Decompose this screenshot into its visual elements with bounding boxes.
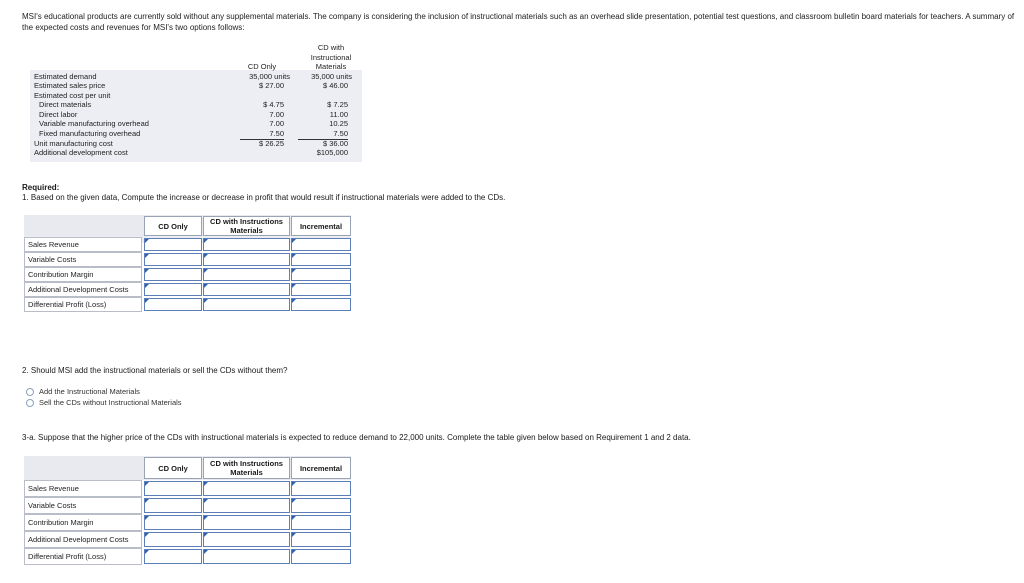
row-label: Contribution Margin [24, 514, 142, 531]
cd-with-differential-profit-input[interactable] [203, 549, 290, 564]
cd-with-contribution-margin-input[interactable] [203, 515, 290, 530]
row-label: Additional Development Costs [24, 282, 142, 297]
cd-with-contribution-margin-input[interactable] [203, 268, 290, 281]
cd-only-contribution-margin-input[interactable] [144, 268, 202, 281]
row-label: Sales Revenue [24, 237, 142, 252]
row-label-cost-per-unit: Estimated cost per unit [34, 91, 111, 100]
cd-only-differential-profit-input[interactable] [144, 298, 202, 311]
cd-only-fixed-overhead: 7.50 [240, 129, 284, 140]
option-sell-without-materials[interactable] [26, 398, 182, 407]
table-row [24, 297, 351, 312]
cd-only-contribution-margin-input[interactable] [144, 515, 202, 530]
cd-with-variable-costs-input[interactable] [203, 498, 290, 513]
row-label-direct-materials: Direct materials [39, 100, 92, 109]
cd-with-demand: 35,000 units [311, 72, 352, 81]
table-row [24, 531, 351, 548]
requirement-1-text: 1. Based on the given data, Compute the increase or decrease in profit that would result if instructional materials were added to the CDs. [22, 193, 506, 202]
header-incremental: Incremental [291, 457, 351, 479]
radio-button[interactable] [26, 399, 34, 407]
incremental-development-costs-input[interactable] [291, 532, 351, 547]
incremental-variable-costs-input[interactable] [291, 498, 351, 513]
table-row [24, 282, 351, 297]
row-label-estimated-demand: Estimated demand [34, 72, 97, 81]
cd-with-sales-revenue-input[interactable] [203, 238, 290, 251]
incremental-development-costs-input[interactable] [291, 283, 351, 296]
cd-only-demand: 35,000 units [249, 72, 290, 81]
cd-with-variable-costs-input[interactable] [203, 253, 290, 266]
cd-only-variable-overhead: 7.00 [269, 119, 284, 128]
cd-only-sales-revenue-input[interactable] [144, 481, 202, 496]
required-heading: Required: [22, 183, 60, 192]
cd-with-development-costs-input[interactable] [203, 532, 290, 547]
header-cd-only: CD Only [144, 457, 202, 479]
cd-with-direct-labor: 11.00 [329, 110, 348, 119]
row-label-direct-labor: Direct labor [39, 110, 78, 119]
table-row [24, 497, 351, 514]
table-row [24, 514, 351, 531]
row-label: Variable Costs [24, 252, 142, 267]
row-label: Sales Revenue [24, 480, 142, 497]
cd-only-development-costs-input[interactable] [144, 532, 202, 547]
cd-only-direct-materials: $ 4.75 [263, 100, 284, 109]
incremental-variable-costs-input[interactable] [291, 253, 351, 266]
cd-with-differential-profit-input[interactable] [203, 298, 290, 311]
cd-only-development-costs-input[interactable] [144, 283, 202, 296]
row-label-development-cost: Additional development cost [34, 148, 128, 157]
incremental-sales-revenue-input[interactable] [291, 238, 351, 251]
header-cd-with-instructions: CD with Instructions Materials [203, 216, 290, 236]
row-label: Differential Profit (Loss) [24, 548, 142, 565]
radio-button[interactable] [26, 388, 34, 396]
table-row [24, 237, 351, 252]
problem-intro: MSI's educational products are currently sold without any supplemental materials. The company is considering the inclusion of instructional materials such as an overhead slide presentation, potential test questions, and classroom bulletin board materials for teachers. A summary of the expected costs and revenues for MSI's two options follows: [22, 12, 1015, 32]
col-header-cd-only: CD Only [247, 62, 277, 71]
incremental-sales-revenue-input[interactable] [291, 481, 351, 496]
cd-with-development-cost: $105,000 [316, 148, 348, 157]
cost-summary-table [22, 42, 362, 160]
cd-with-fixed-overhead: 7.50 [298, 129, 348, 140]
option-add-materials[interactable] [26, 387, 140, 396]
row-label: Variable Costs [24, 497, 142, 514]
row-label-unit-cost: Unit manufacturing cost [34, 139, 113, 148]
col-header-cd-with-l2: Instructional [310, 53, 352, 62]
table-row [24, 480, 351, 497]
cd-only-differential-profit-input[interactable] [144, 549, 202, 564]
header-incremental: Incremental [291, 216, 351, 236]
requirement-3a-text: 3-a. Suppose that the higher price of the CDs with instructional materials is expected to reduce demand to 22,000 units. Complete the table given below based on Requirement 1 and 2 data. [22, 433, 691, 442]
table-row [24, 548, 351, 565]
cd-with-variable-overhead: 10.25 [329, 119, 348, 128]
row-label: Additional Development Costs [24, 531, 142, 548]
col-header-cd-with-l3: Materials [315, 62, 347, 71]
incremental-contribution-margin-input[interactable] [291, 515, 351, 530]
cd-with-direct-materials: $ 7.25 [327, 100, 348, 109]
option-label: Add the Instructional Materials [39, 387, 140, 396]
incremental-contribution-margin-input[interactable] [291, 268, 351, 281]
cd-with-sales-revenue-input[interactable] [203, 481, 290, 496]
cd-only-unit-cost: $ 26.25 [258, 139, 284, 148]
row-label-fixed-overhead: Fixed manufacturing overhead [39, 129, 141, 138]
option-label: Sell the CDs without Instructional Materials [39, 398, 182, 407]
header-cd-with-instructions: CD with Instructions Materials [203, 457, 290, 479]
cd-with-unit-cost: $ 36.00 [322, 139, 348, 148]
header-cd-only: CD Only [144, 216, 202, 236]
table-row [24, 267, 351, 282]
requirement-2-text: 2. Should MSI add the instructional materials or sell the CDs without them? [22, 366, 288, 375]
cd-with-price: $ 46.00 [322, 81, 348, 90]
cd-with-development-costs-input[interactable] [203, 283, 290, 296]
row-label-variable-overhead: Variable manufacturing overhead [39, 119, 149, 128]
incremental-differential-profit-input[interactable] [291, 298, 351, 311]
row-label: Contribution Margin [24, 267, 142, 282]
cd-only-variable-costs-input[interactable] [144, 253, 202, 266]
cd-only-variable-costs-input[interactable] [144, 498, 202, 513]
cd-only-price: $ 27.00 [258, 81, 284, 90]
cd-only-sales-revenue-input[interactable] [144, 238, 202, 251]
col-header-cd-with-l1: CD with [317, 43, 345, 52]
cd-only-direct-labor: 7.00 [269, 110, 284, 119]
table-row [24, 252, 351, 267]
incremental-differential-profit-input[interactable] [291, 549, 351, 564]
row-label: Differential Profit (Loss) [24, 297, 142, 312]
row-label-sales-price: Estimated sales price [34, 81, 106, 90]
